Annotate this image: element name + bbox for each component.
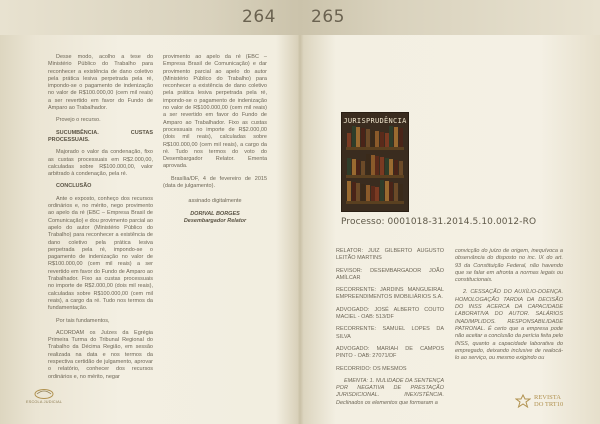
book-spine xyxy=(375,131,379,147)
book-spine xyxy=(380,180,384,201)
paragraph: ADVOGADO: MARIAH DE CAMPOS PINTO - OAB: 27071/DF xyxy=(336,345,444,360)
left-page-column-2 xyxy=(163,54,267,225)
revista-trt10-logo xyxy=(515,394,563,408)
paragraph: ACORDAM os Juízes da Egrégia Primeira Turma do Tribunal Regional do Trabalho da Décima Região, em sessão realizada na data e nos termos da respectiva certidão de julgamento, aprovar o relatório, conhecer dos recursos ordinários e, no mérito, negar xyxy=(48,329,153,380)
paragraph: RECORRENTE: JARDINS MANGUEIRAL EMPREENDIMENTOS IMOBILIÁRIOS S.A. xyxy=(336,287,444,301)
book-spine xyxy=(361,128,365,147)
paragraph: convicção do juízo de origem, inequívoca a observância do disposto no inc. IX do art. 93 da Constituição Federal, não havendo que se falar em afronta a normas legais ou constitucionais. xyxy=(455,248,563,284)
book-spine xyxy=(361,161,365,175)
book-spine xyxy=(356,160,360,175)
right-page-column-1 xyxy=(336,248,444,412)
paragraph: provimento ao apelo da ré (EBC – Empresa Brasil de Comunicação) e dar provimento parcial ao apelo do autor (Ministério Público do Trabalho) para reconhecer a existência de dano coletivo pela prática lesiva perpetrada pela ré, impondo-se o pagamento de indenização no valor de R$100.000,00 (cem mil reais) a ser revertido em favor do Fundo de Amparo ao Trabalhador. Fixo as custas processuais no importe de R$2.000,00 (dois mil reais), calculadas sobre R$100.000,00 (cem mil reais), a cargo da ré. Tudo nos termos do voto do Desembargador Relator. Ementa aprovada. xyxy=(163,54,267,170)
book-spine xyxy=(394,183,398,201)
book-spine xyxy=(352,126,356,147)
book-spine xyxy=(385,181,389,201)
book-spine xyxy=(394,160,398,175)
paragraph: Brasília/DF, 4 de fevereiro de 2015 (data de julgamento). xyxy=(163,175,267,190)
right-page-column-2 xyxy=(455,248,563,367)
paragraph: Por tais fundamentos, xyxy=(56,317,110,324)
book-spine xyxy=(399,184,403,201)
book-spine xyxy=(347,133,351,147)
processo-number: Processo: 0001018-31.2014.5.10.0012-RO xyxy=(341,217,537,227)
paragraph: REVISOR: DESEMBARGADOR JOÃO AMÍLCAR xyxy=(336,267,444,281)
book-spine xyxy=(366,154,370,175)
book-spine xyxy=(385,133,389,147)
book-spine xyxy=(375,156,379,175)
paragraph: SUCUMBÊNCIA. CUSTAS PROCESSUAIS. xyxy=(48,129,153,143)
shelf xyxy=(346,201,404,204)
book-spine xyxy=(371,130,375,147)
book-spine xyxy=(356,127,360,147)
cover-title: JURISPRUDÊNCIA xyxy=(343,117,407,125)
book-spine xyxy=(399,161,403,175)
book-spine xyxy=(371,155,375,175)
book-spine xyxy=(352,182,356,201)
signature-line: assinado digitalmente xyxy=(188,198,242,205)
paragraph: Majorado o valor da condenação, fixo as custas processuais em R$2.000,00, calculadas sobre R$100.000,00, valor arbitrado à condenação, pela ré. xyxy=(48,149,153,178)
paragraph: Desse modo, acolho a tese do Ministério Público do Trabalho para reconhecer a existência de dano coletivo pela prática lesiva perpetrada pela ré, impondo-se o pagamento de indenização no valor de R$100.000,00 (cem mil reais) a ser revertido em favor do Fundo de Amparo ao Trabalhador. xyxy=(48,54,153,112)
book-spine xyxy=(380,132,384,147)
book-spine xyxy=(375,187,379,201)
paragraph: CONCLUSÃO xyxy=(56,183,92,190)
right-page-number: 265 xyxy=(311,7,345,27)
book-spine xyxy=(389,182,393,201)
signature-name: DORIVAL BORGES xyxy=(190,210,240,217)
book-spine xyxy=(366,185,370,201)
book-spine xyxy=(385,158,389,175)
trt10-word: DO TRT10 xyxy=(534,401,564,408)
book-spine xyxy=(371,186,375,201)
escola-judicial-text: ESCOLA JUDICIAL xyxy=(26,400,63,404)
revista-word: REVISTA xyxy=(534,394,561,401)
book-spine xyxy=(389,159,393,175)
right-header-band xyxy=(300,0,600,35)
book-spine xyxy=(380,157,384,175)
book-spine xyxy=(389,126,393,147)
book-spine xyxy=(356,183,360,201)
left-page-column-1 xyxy=(48,54,153,386)
revista-trt10-text xyxy=(534,394,563,408)
book-spine xyxy=(394,127,398,147)
escola-judicial-emblem-icon xyxy=(34,388,54,399)
paragraph: ADVOGADO: JOSÉ ALBERTO COUTO MACIEL - OAB: 513/DF xyxy=(336,306,444,321)
paragraph: EMENTA: 1. NULIDADE DA SENTENÇA POR NEGATIVA DE PRESTAÇÃO JURISDICIONAL. INEXISTÊNCIA. Declinados os elementos que formaram a xyxy=(336,377,444,406)
book-spine xyxy=(366,129,370,147)
paragraph: Provejo o recurso. xyxy=(56,117,101,124)
paragraph: RELATOR: JUIZ GILBERTO AUGUSTO LEITÃO MARTINS xyxy=(336,248,444,262)
book-spine xyxy=(347,158,351,175)
signature-block xyxy=(163,198,267,225)
shelf xyxy=(346,175,404,178)
book-spine xyxy=(361,184,365,201)
paragraph: 2. CESSAÇÃO DO AUXÍLIO-DOENÇA. HOMOLOGAÇÃO TARDIA DA DECISÃO DO INSS ACERCA DA CAPACIDADE LABORATIVA DO AUTOR. SALÁRIOS INADIMPLIDOS. RESPONSABILIDADE PATRONAL. É certo que a empresa pode não aceitar a conclusão da perícia feita pelo INSS, quanto a capacidade laborativa do empregado, deixando inclusive de realocá-lo ao serviço, ou mesmo exigindo ou xyxy=(455,289,563,362)
left-page-number: 264 xyxy=(242,7,276,27)
book-spine xyxy=(352,159,356,175)
jurisprudencia-cover-image xyxy=(341,112,409,212)
book-spine xyxy=(399,128,403,147)
revista-emblem-icon xyxy=(515,394,531,408)
escola-judicial-logo xyxy=(26,388,62,404)
shelf xyxy=(346,147,404,150)
paragraph: RECORRENTE: SAMUEL LOPES DA SILVA xyxy=(336,326,444,340)
signature-role: Desembargador Relator xyxy=(183,217,247,224)
book-spine xyxy=(347,181,351,201)
paragraph: Ante o exposto, conheço dos recursos ordinários e, no mérito, nego provimento ao apelo da ré (EBC – Empresa Brasil de Comunicação) e dou provimento parcial ao apelo do autor (Ministério Público do Trabalho) para reconhecer a existência de dano coletivo pela prática lesiva perpetrada pela ré, impondo-se o pagamento de indenização no valor de R$100.000,00 (cem mil reais) a ser revertido em favor do Fundo de Amparo ao Trabalhador. Fixo as custas processuais no importe de R$2.000,00 (dois mil reais), calculadas sobre R$100.000,00 (cem mil reais), a cargo da ré. Tudo nos termos da fundamentação. xyxy=(48,195,153,312)
paragraph: RECORRIDO: OS MESMOS xyxy=(336,365,407,372)
